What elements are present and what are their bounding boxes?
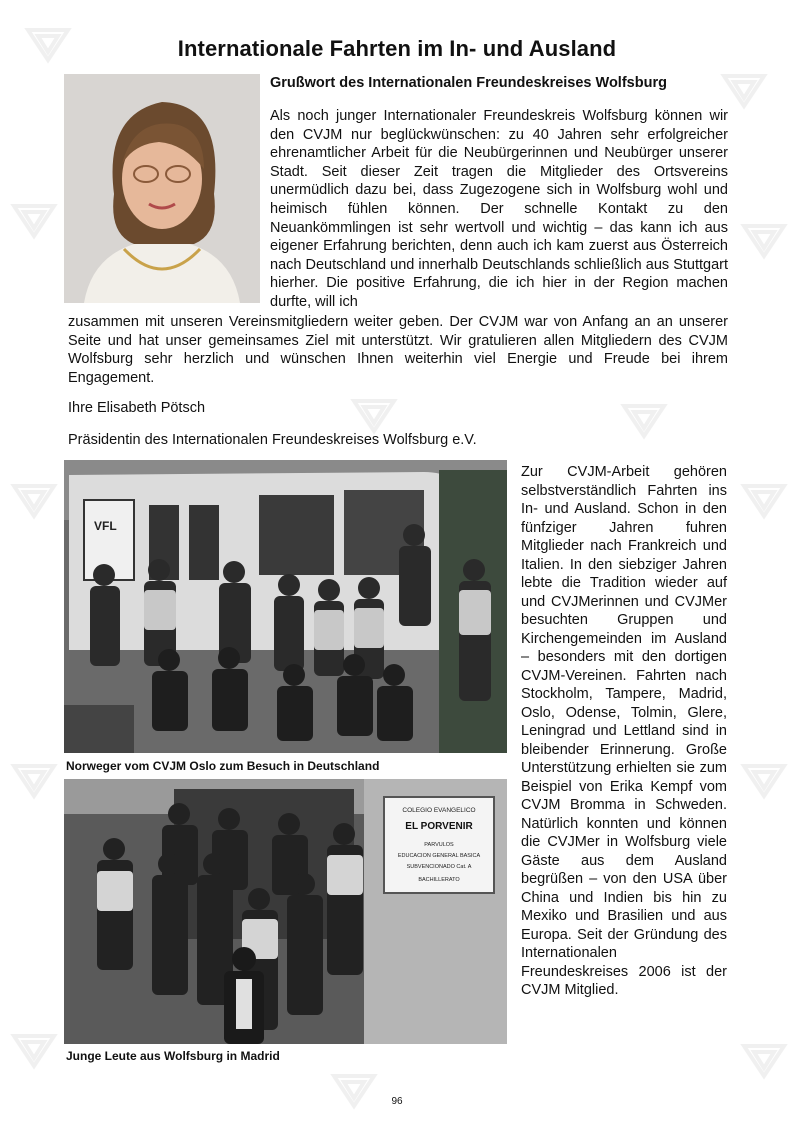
cvjm-watermark-icon (10, 480, 58, 520)
page-title: Internationale Fahrten im In- und Ausland (177, 36, 617, 61)
bus-sign-text: VFL (94, 519, 117, 533)
cvjm-watermark-icon (620, 400, 668, 440)
cvjm-watermark-icon (350, 395, 398, 435)
greeting-heading: Grußwort des Internationalen Freundeskreises Wolfsburg (270, 75, 667, 91)
cvjm-watermark-icon (740, 480, 788, 520)
signature-role: Präsidentin des Internationalen Freundeskreises Wolfsburg e.V. (68, 432, 477, 448)
photo-norwegian-group (64, 460, 507, 753)
cvjm-watermark-icon (10, 1030, 58, 1070)
sign-line2: EL PORVENIR (405, 821, 473, 832)
sign-line1: COLEGIO EVANGELICO (402, 807, 476, 814)
cvjm-watermark-icon (740, 220, 788, 260)
greeting-text-part1: Als noch junger Internationaler Freundeskreis Wolfsburg können wir den CVJM nur beglückwünschen: zu 40 Jahren sehr erfolgreicher ehrenamtlicher Arbeit für die Neubürgerinnen und Neubürger unserer Stadt. Seit dieser Zeit tragen die Mitglieder des Ortsvereins unermüdlich dazu bei, dass Zugezogene sich in Wolfsburg wohl und heimisch fühlen können. Der schnelle Kontakt zu den Neuankömmlingen ist sehr wertvoll und wichtig – das kann ich aus eigener Erfahrung berichten, denn auch ich kam zuerst aus Österreich nach Deutschland und innerhalb Deutschlands schließlich aus Stuttgart hierher. Die positive Erfahrung, die ich hier in der Region machen durfte, will ich (270, 108, 728, 310)
sign-line4: EDUCACION GENERAL BASICA (397, 853, 481, 859)
sign-line3: PARVULOS (424, 842, 454, 848)
portrait-photo (64, 74, 260, 303)
sign-line6: BACHILLERATO (418, 877, 460, 883)
cvjm-watermark-icon (10, 200, 58, 240)
photo1-caption: Norweger vom CVJM Oslo zum Besuch in Deutschland (66, 759, 380, 773)
sign-line5: SUBVENCIONADO Cat. A (406, 864, 472, 870)
signature-name: Ihre Elisabeth Pötsch (68, 400, 206, 416)
photo2-caption: Junge Leute aus Wolfsburg in Madrid (66, 1049, 280, 1063)
cvjm-watermark-icon (10, 760, 58, 800)
page-number: 96 (391, 1096, 403, 1107)
trips-column-text: Zur CVJM-Arbeit gehören selbstverständlich Fahrten ins In- und Ausland. Schon in den fünfziger Jahren fuhren Mitglieder nach Frankreich und Italien. In den siebziger Jahren lebte die Tradition wieder auf und CVJMerinnen und CVJMer besuchten Gruppen und Kirchengemeinden im Ausland – besonders mit den dortigen CVJM-Vereinen. Fahrten nach Stockholm, Tampere, Madrid, Oslo, Odense, Tolmin, Glere, Leningrad und Lettland sind in bleibender Erinnerung. Große Unterstützung erhielten sie zum Beispiel von Erika Kempf vom CVJM Bromma in Schweden. Natürlich konnten und können die CVJMer in Wolfsburg viele Gäste aus dem Ausland begrüßen – von den USA über China und Indien bis hin zu Mexiko und Brasilien und aus Europa. Seit der Gründung des Internationalen Freundeskreises 2006 ist der CVJM Mitglied. (521, 464, 727, 998)
photo-madrid-group (64, 779, 507, 1044)
greeting-text-part2: zusammen mit unseren Vereinsmitgliedern weiter geben. Der CVJM war von Anfang an an unserer Seite und hat unser gemeinsames Ziel mit unterstützt. Wir gratulieren allen Mitgliedern des CVJM Wolfsburg sehr herzlich und wünschen Ihnen weiterhin viel Energie und Freude bei ihrem Engagement. (68, 314, 728, 386)
cvjm-watermark-icon (740, 760, 788, 800)
cvjm-watermark-icon (740, 1040, 788, 1080)
